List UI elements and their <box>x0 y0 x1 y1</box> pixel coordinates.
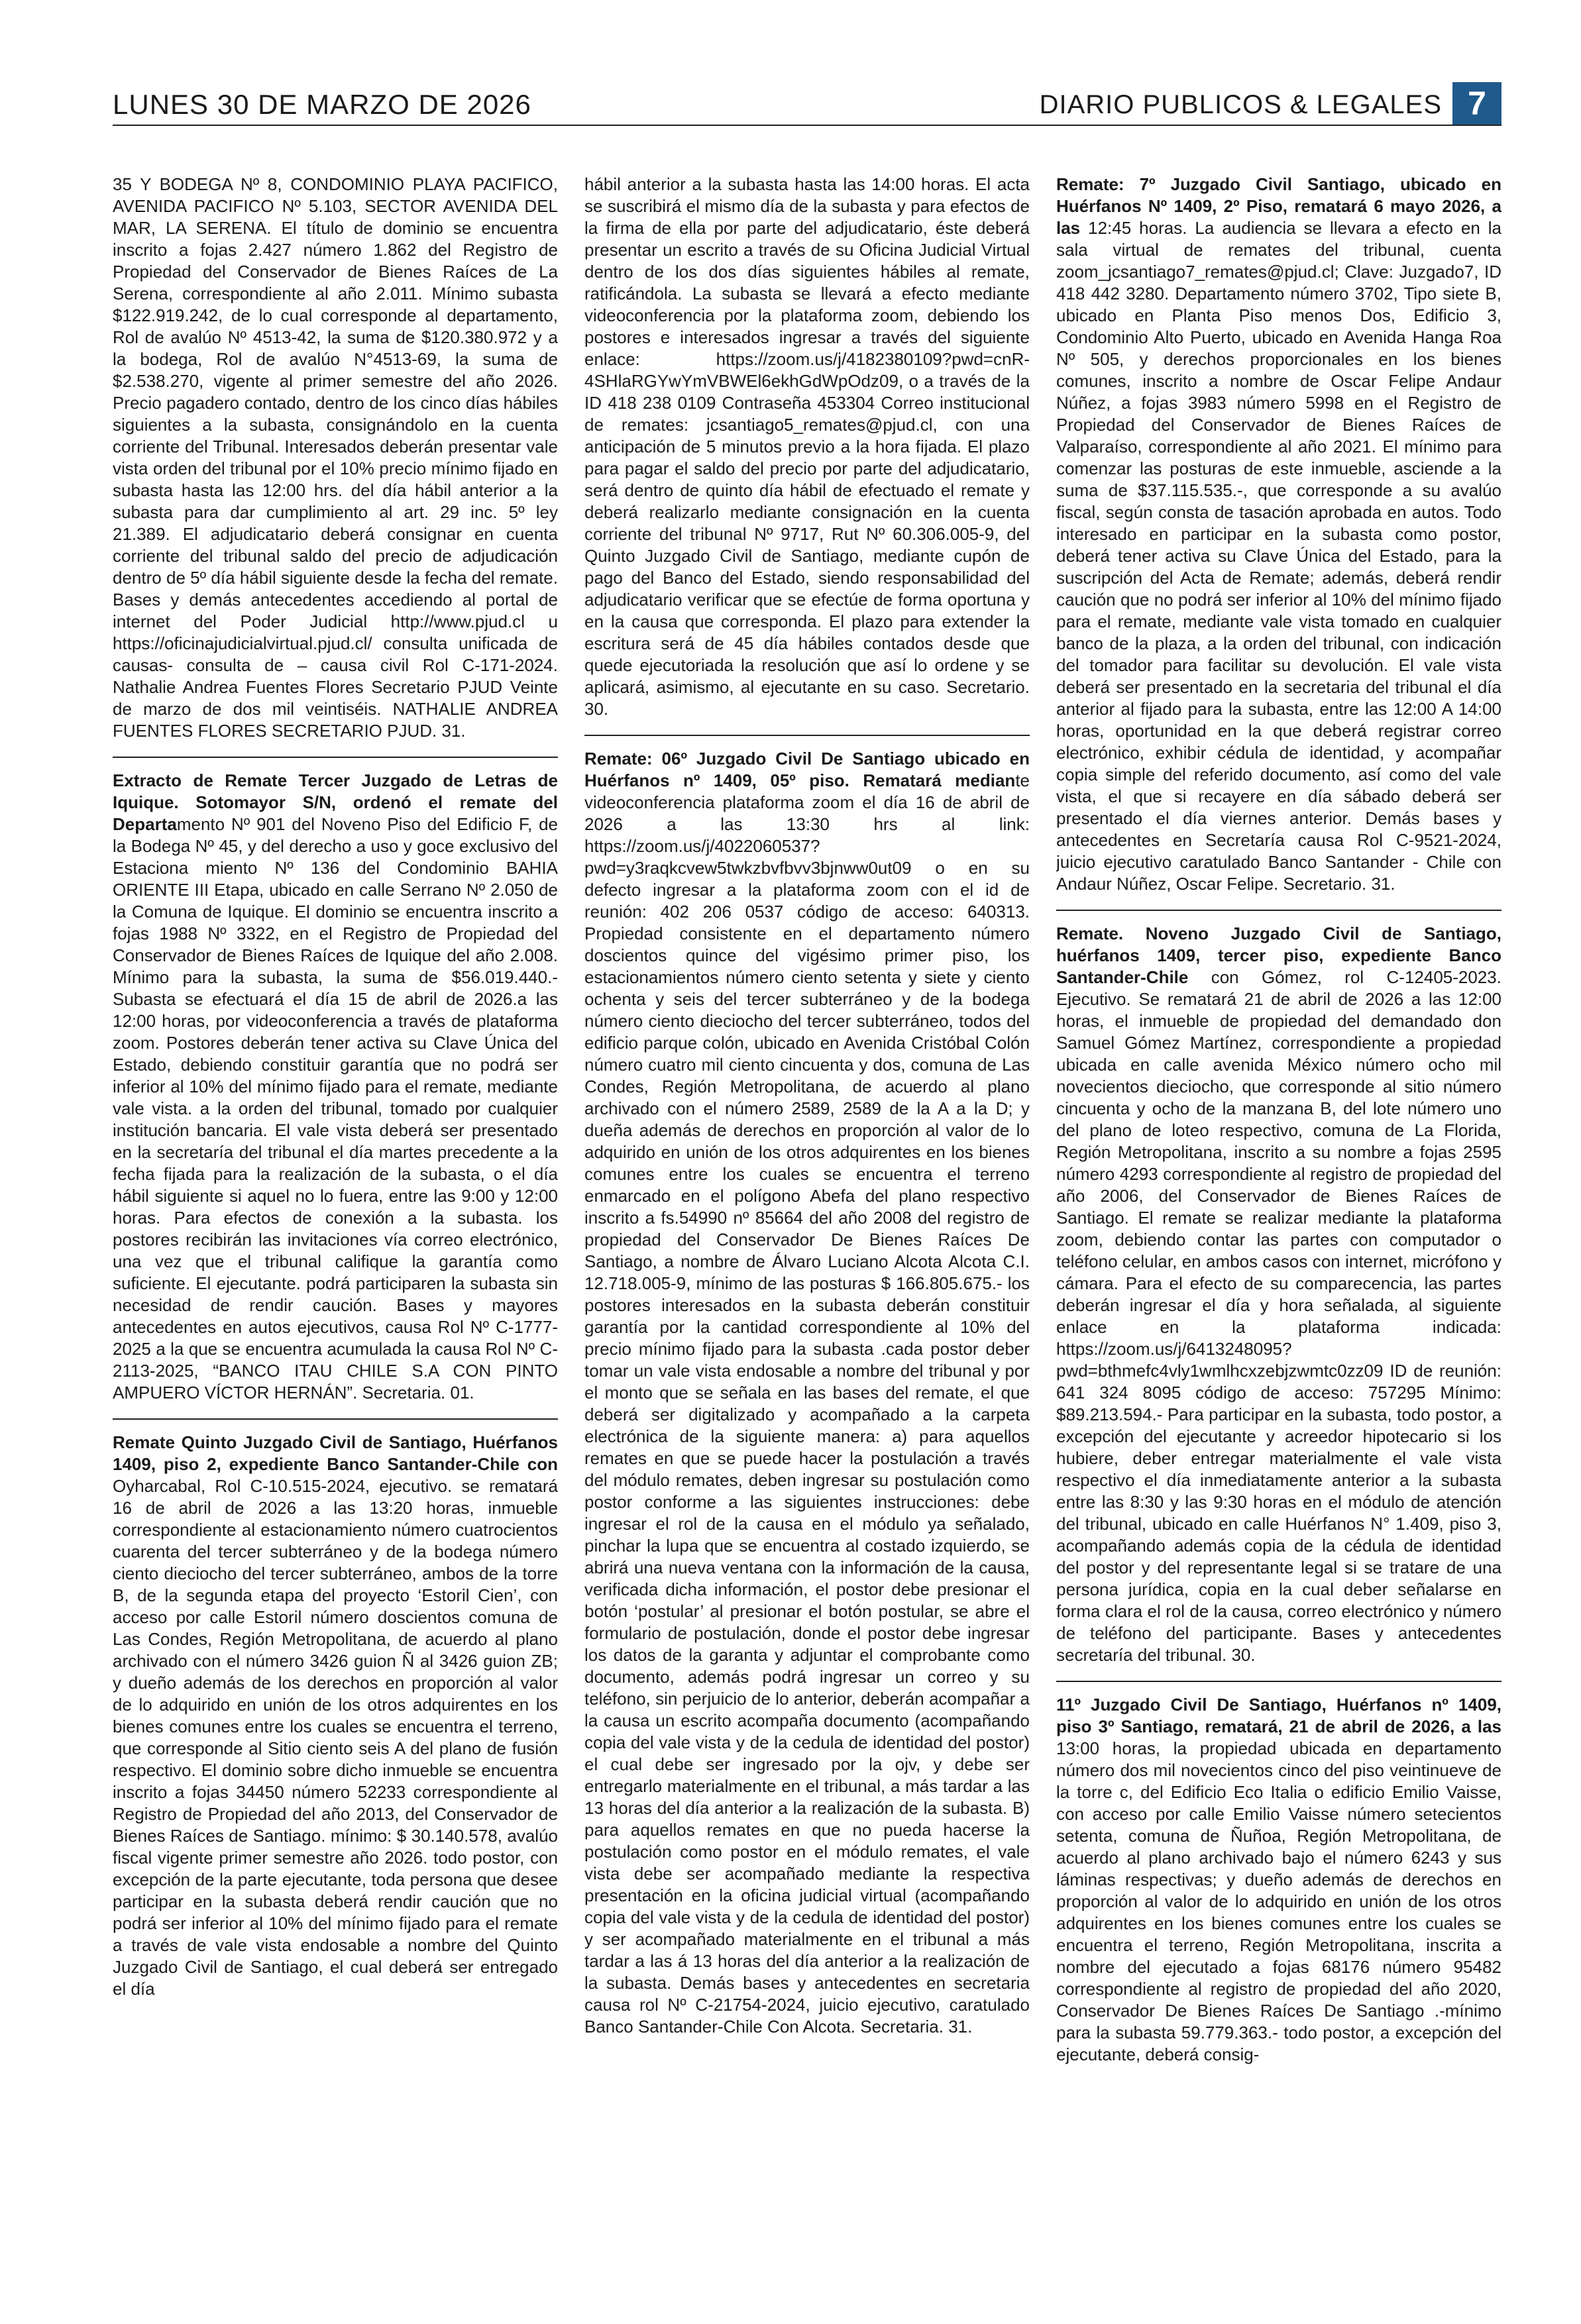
notice-body: Oyharcabal, Rol C-10.515-2024, ejecutivo. se rematará 16 de abril de 2026 a las 13:20 horas, inmueble correspondiente al estacionamiento número cuatrocientos cuarenta del tercer subterráneo y de la bodega número ciento dieciocho del tercer subterráneo, ambos de la torre B, de la segunda etapa del proyecto ‘Estoril Cien’, con acceso por calle Estoril número doscientos comuna de Las Condes, Región Metropolitana, de acuerdo al plano archivado con el número 3426 guion Ñ al 3426 guion ZB; y dueño además de los derechos en proporción al valor de lo adquirido en unión de los otros adquirentes en los bienes comunes entre los cuales se encuentra el terreno, que corresponde al Sitio ciento seis A del plano de fusión respectivo. El dominio sobre dicho inmueble se encuentra inscrito a fojas 34450 número 52233 correspondiente al Registro de Propiedad del año 2013, del Conservador de Bienes Raíces de Santiago. mínimo: $ 30.140.578, avalúo fiscal vigente primer semestre año 2026. todo postor, con excepción de la parte ejecutante, toda persona que desee participar en la subasta deberá rendir caución que no podrá ser inferior al 10% del mínimo fijado para el remate a través de vale vista endosable a nombre del Quinto Juzgado Civil de Santiago, el cual deberá ser entregado el día <box>113 1476 558 1999</box>
notice-lead: Remate. Noveno Juzgado Civil de Santiago, huérfanos 1409, tercer piso, expediente Banco Santander-Chile <box>1056 924 1501 987</box>
notice <box>584 735 1030 2038</box>
column-3 <box>1056 174 1501 2280</box>
notice <box>584 174 1030 720</box>
column-2 <box>584 174 1030 2280</box>
column-1 <box>113 174 558 2280</box>
notice-body: 12:45 horas. La audiencia se llevara a efecto en la sala virtual de remates del tribunal, cuenta zoom_jcsantiago7_remates@pjud.cl; Clave: Juzgado7, ID 418 442 3280. Departamento número 3702, Tipo siete B, ubicado en Planta Piso menos Dos, Edificio 3, Condominio Alto Puerto, ubicado en Avenida Hanga Roa Nº 505, y derechos proporcionales en los bienes comunes, inscrito a nombre de Oscar Felipe Andaur Núñez, a fojas 3983 número 5998 en el Registro de Propiedad del Conservador de Bienes Raíces de Valparaíso, correspondiente al año 2021. El mínimo para comenzar las posturas de este inmueble, asciende a la suma de $37.115.535.-, que corresponde a su avalúo fiscal, según consta de tasación aprobada en autos. Todo interesado en participar en la subasta como postor, deberá tener activa su Clave Única del Estado, para la suscripción del Acta de Remate; además, deberá rendir caución que no podrá ser inferior al 10% del mínimo fijado para el remate, mediante vale vista tomado en cualquier banco de la plaza, a la orden del tribunal, con indicación del tomador para facilitar su devolución. El vale vista deberá ser presentado en la secretaria del tribunal el día anterior al fijado para la subasta, entre las 12:00 A 14:00 horas, oportunidad en la que deberá registrar correo electrónico, exhibir cédula de identidad, y acompañar copia simple del referido documento, así como del vale vista, el que si recayere en día sábado deberá ser presentado el día viernes anterior. Demás bases y antecedentes en Secretaría causa Rol C-9521-2024, juicio ejecutivo caratulado Banco Santander - Chile con Andaur Núñez, Oscar Felipe. Secretario. 31. <box>1056 218 1501 894</box>
page-header <box>113 85 1501 126</box>
columns-area <box>113 174 1501 2280</box>
notice-lead: Remate: 06º Juzgado Civil De Santiago ubicado en Huérfanos nº 1409, 05º piso. Rematará median <box>584 749 1030 790</box>
publication-title: DIARIO PUBLICOS & LEGALES <box>1039 90 1442 119</box>
notice-body: hábil anterior a la subasta hasta las 14:00 horas. El acta se suscribirá el mismo día de la subasta y para efectos de la firma de ella por parte del adjudicatario, éste deberá presentar un escrito a través de su Oficina Judicial Virtual dentro de los dos días siguientes hábiles al remate, ratificándola. La subasta se llevará a efecto mediante videoconferencia por la plataforma zoom, debiendo los postores e interesados ingresar a través del siguiente enlace: https://zoom.us/j/4182380109?pwd=cnR-4SHlaRGYwYmVBWEl6ekhGdWpOdz09, o a través de la ID 418 238 0109 Contraseña 453304 Correo institucional de remates: jcsantiago5_remates@pjud.cl, con una anticipación de 5 minutos previo a la hora fijada. El plazo para pagar el saldo del precio por parte del adjudicatario, será dentro de quinto día hábil de efectuado el remate y deberá realizarlo mediante consignación en la cuenta corriente del tribunal Nº 9717, Rut Nº 60.306.005-9, del Quinto Juzgado Civil de Santiago, mediante cupón de pago del Banco del Estado, siendo responsabilidad del adjudicatario verificar que se efectúe de forma oportuna y en la causa que corresponda. El plazo para extender la escritura será de 45 día hábiles contados desde que quede ejecutoriada la resolución que así lo ordene y se aplicará, asimismo, al ejecutante en su caso. Secretario. 30. <box>584 174 1030 719</box>
notice-body: 35 Y BODEGA Nº 8, CONDOMINIO PLAYA PACIFICO, AVENIDA PACIFICO Nº 5.103, SECTOR AVENIDA DEL MAR, LA SERENA. El título de dominio se encuentra inscrito a fojas 2.427 número 1.862 del Registro de Propiedad del Conservador de Bienes Raíces de La Serena, correspondiente al año 2.011. Mínimo subasta $122.919.242, de lo cual corresponde al departamento, Rol de avalúo Nº 4513-42, la suma de $120.380.972 y a la bodega, Rol de avalúo N°4513-69, la suma de $2.538.270, vigente al primer semestre del año 2026. Precio pagadero contado, dentro de los cinco días hábiles siguientes a la subasta, consignándolo en la cuenta corriente del Tribunal. Interesados deberán presentar vale vista orden del tribunal por el 10% precio mínimo fijado en subasta hasta las 12:00 hrs. del día hábil anterior a la subasta para dar cumplimiento al art. 29 inc. 5º ley 21.389. El adjudicatario deberá consignar en cuenta corriente del tribunal saldo del precio de adjudicación dentro de 5º día hábil siguiente desde la fecha del remate. Bases y demás antecedentes accediendo al portal de internet del Poder Judicial http://www.pjud.cl u https://oficinajudicialvirtual.pjud.cl/ consulta unificada de causas- consulta de – causa civil Rol C-171-2024. Nathalie Andrea Fuentes Flores Secretario PJUD Veinte de marzo de dos mil veintiséis. NATHALIE ANDREA FUENTES FLORES SECRETARIO PJUD. 31. <box>113 174 558 741</box>
notice-body: mento Nº 901 del Noveno Piso del Edificio F, de la Bodega Nº 45, y del derecho a uso y goce exclusivo del Estaciona miento Nº 136 del Condominio BAHIA ORIENTE III Etapa, ubicado en calle Serrano Nº 2.050 de la Comuna de Iquique. El dominio se encuentra inscrito a fojas 1988 Nº 3322, en el Registro de Propiedad del Conservador de Bienes Raíces de Iquique del año 2.008. Mínimo para la subasta, la suma de $56.019.440.-Subasta se efectuará el día 15 de abril de 2026.a las 12:00 horas, por videoconferencia a través de plataforma zoom. Postores deberán tener activa su Clave Única del Estado, debiendo constituir garantía que no podrá ser inferior al 10% del mínimo fijado para el remate, mediante vale vista. a la orden del tribunal, tomado por cualquier institución bancaria. El vale vista deberá ser presentado en la secretaría del tribunal el día martes precedente a la fecha fijada para la realización de la subasta, o el día hábil siguiente si aquel no lo fuera, entre las 9:00 y 12:00 horas. Para efectos de conexión a la subasta. los postores recibirán las invitaciones vía correo electrónico, una vez que el tribunal califique la garantía como suficiente. El ejecutante. podrá participaren la subasta sin necesidad de rendir caución. Bases y mayores antecedentes en autos ejecutivos, causa Rol Nº C-1777-2025 a la que se encuentra acumulada la causa Rol Nº C-2113-2025, “BANCO ITAU CHILE S.A CON PINTO AMPUERO VÍCTOR HERNÁN”. Secretaria. 01. <box>113 814 558 1402</box>
notice <box>1056 174 1501 895</box>
notice-body: 13:00 horas, la propiedad ubicada en departamento número dos mil novecientos cinco del piso veintinueve de la torre c, del Edificio Eco Italia o edificio Emilio Vaisse, con acceso por calle Emilio Vaisse número setecientos setenta, comuna de Ñuñoa, Región Metropolitana, de acuerdo al plano archivado bajo el número 6243 y sus láminas respectivas; y dueño además de derechos en proporción al valor de lo adquirido en unión de los otros adquirentes en los bienes comunes entre los cuales se encuentra el terreno, Región Metropolitana, inscrita a nombre del ejecutado a fojas 68176 número 95482 correspondiente al registro de propiedad del año 2020, Conservador De Bienes Raíces De Santiago .-mínimo para la subasta 59.779.363.- todo postor, a excepción del ejecutante, deberá consig- <box>1056 1738 1501 2064</box>
notice <box>113 757 558 1404</box>
notice-lead: 11º Juzgado Civil De Santiago, Huérfanos nº 1409, piso 3º Santiago, rematará, 21 de abril de 2026, a las <box>1056 1695 1501 1736</box>
notice <box>1056 1681 1501 2066</box>
notice-body: te videoconferencia plataforma zoom el día 16 de abril de 2026 a las 13:30 hrs al link: https://zoom.us/j/4022060537?pwd=y3raqkcvew5twkzbvfbvv3bjnww0ut09 o en su defecto ingresar a la plataforma zoom con el id de reunión: 402 206 0537 código de acceso: 640313. Propiedad consistente en el departamento número doscientos quince del vigésimo primer piso, los estacionamientos número ciento setenta y siete y ciento ochenta y seis del tercer subterráneo y de la bodega número ciento dieciocho del tercer subterráneo, todos del edificio parque colón, ubicado en Avenida Cristóbal Colón número cuatro mil ciento cincuenta y dos, comuna de Las Condes, Región Metropolitana, de acuerdo al plano archivado con el número 2589, 2589 de la A a la D; y dueña además de derechos en proporción al valor de lo adquirido en unión de los otros adquirentes en los bienes comunes entre los cuales se encuentra el terreno enmarcado en el polígono Abefa del plano respectivo inscrito a fs.54990 nº 85664 del año 2008 del registro de propiedad del Conservador De Bienes Raíces De Santiago, a nombre de Álvaro Luciano Alcota Alcota C.I. 12.718.005-9, mínimo de las posturas $ 166.805.675.- los postores interesados en la subasta deberán constituir garantía por la cantidad correspondiente al 10% del precio mínimo fijado para la subasta .cada postor deber tomar un vale vista endosable a nombre del tribunal y por el monto que se señala en las bases del remate, el que deberá ser digitalizado y acompañado a la carpeta electrónica de la siguiente manera: a) para aquellos remates en que se puede hacer la postulación a través del módulo remates, deben ingresar su postulación como postor conforme a las siguientes instrucciones: debe ingresar el rol de la causa en el módulo ya señalado, pinchar la lupa que se encuentra al costado izquierdo, se abrirá una nueva ventana con la información de la causa, verificada dicha información, el postor debe presionar el botón ‘postular’ al presionar el botón postular, se abre el formulario de postulación, donde el postor debe ingresar los datos de la garanta y adjuntar el comprobante como documento, además podrá ingresar un correo y su teléfono, sin perjuicio de lo anterior, deberán acompañar a la causa un escrito acompaña documento (acompañando copia del vale vista y de la cedula de identidad del postor) el cual debe ser ingresado por la ojv, y debe ser entregarlo materialmente en el tribunal, a más tardar a las 13 horas del día anterior a la realización de la subasta. B) para aquellos remates en que no pueda hacerse la postulación como postor en el módulo remates, el vale vista debe ser acompañado mediante la respectiva presentación en la oficina judicial virtual (acompañando copia del vale vista y de la cedula de identidad del postor) y ser acompañado materialmente en el tribunal a más tardar a las á 13 horas del día anterior a la realización de la subasta. Demás bases y antecedentes en secretaria causa rol Nº C-21754-2024, juicio ejecutivo, caratulado Banco Santander-Chile Con Alcota. Secretaria. 31. <box>584 770 1030 2036</box>
issue-date: LUNES 30 DE MARZO DE 2026 <box>113 89 531 120</box>
notice-lead: Extracto de Remate Tercer Juzgado de Letras de Iquique. Sotomayor S/N, ordenó el remate del Departa <box>113 770 558 834</box>
notice <box>113 1418 558 2000</box>
notice <box>1056 910 1501 1666</box>
page-number-badge: 7 <box>1452 82 1501 125</box>
notice-lead: Remate Quinto Juzgado Civil de Santiago, Huérfanos 1409, piso 2, expediente Banco Santander-Chile con <box>113 1432 558 1474</box>
notice-body: con Gómez, rol C-12405-2023. Ejecutivo. Se rematará 21 de abril de 2026 a las 12:00 horas, el inmueble de propiedad del demandado don Samuel Gómez Martínez, correspondiente a propiedad ubicada en calle avenida México número ocho mil novecientos dieciocho, que corresponde al sitio número cincuenta y ocho de la manzana B, del lote número uno del plano de loteo respectivo, comuna de La Florida, Región Metropolitana, inscrito a su nombre a fojas 2595 número 4293 correspondiente al registro de propiedad del año 2006, del Conservador de Bienes Raíces de Santiago. El remate se realizar mediante la plataforma zoom, debiendo contar las partes con computador o teléfono celular, en ambos casos con internet, micrófono y cámara. Para el efecto de su comparecencia, las partes deberán ingresar el día y hora señalada, al siguiente enlace en la plataforma indicada: https://zoom.us/j/6413248095?pwd=bthmefc4vly1wmlhcxzebjzwmtc0zz09 ID de reunión: 641 324 8095 código de acceso: 757295 Mínimo: $89.213.594.- Para participar en la subasta, todo postor, a excepción del ejecutante y acreedor hipotecario si los hubiere, deber entregar materialmente el vale vista respectivo el día inmediatamente anterior a la subasta entre las 8:30 y las 9:30 horas en el módulo de atención del tribunal, ubicado en calle Huérfanos N° 1.409, piso 3, acompañando además copia de la cédula de identidad del postor y del representante legal si se tratare de una persona jurídica, copia en la cual deber señalarse en forma clara el rol de la causa, correo electrónico y número de teléfono del participante. Bases y antecedentes secretaría del tribunal. 30. <box>1056 967 1501 1665</box>
notice <box>113 174 558 742</box>
notice-lead: Remate: 7º Juzgado Civil Santiago, ubicado en Huérfanos Nº 1409, 2º Piso, rematará 6 mayo 2026, a las <box>1056 174 1501 238</box>
